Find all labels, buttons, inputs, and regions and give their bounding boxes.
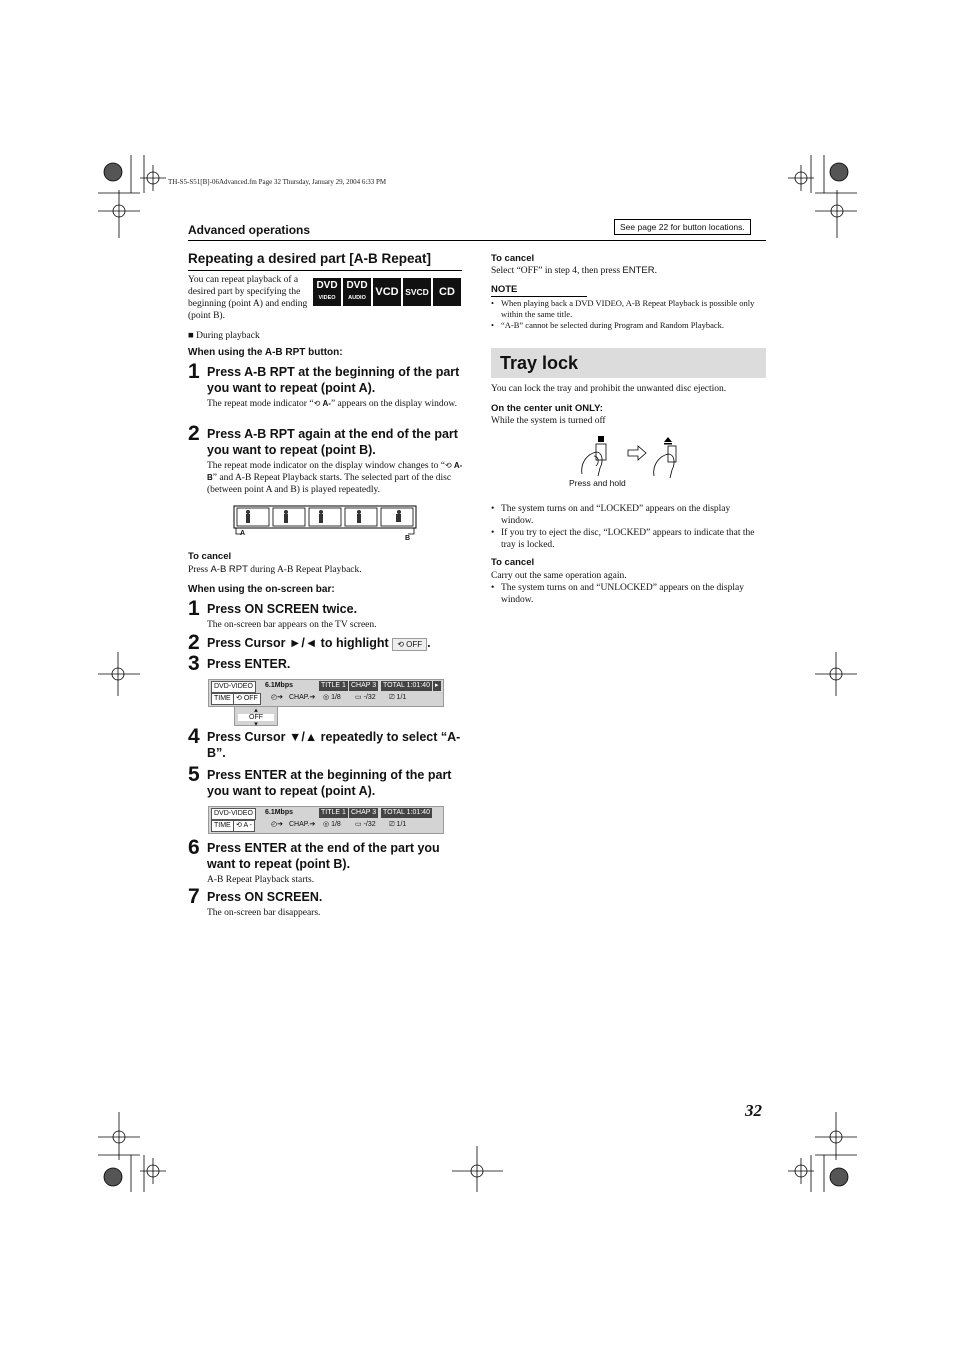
notes-list [491, 298, 766, 331]
osd-subtitle: ▭ -/32 [355, 694, 376, 701]
center-text: While the system is turned off [491, 416, 606, 426]
rpt-step-2: 2 Press A-B RPT again at the end of the part you want to repeat (point B). The repeat mode indicator on the display window changes to “⟲ A-B” and A-B Repeat Playback starts. The selected part of the disc (between point A and B) is played repeatedly. [188, 422, 463, 495]
section-header: Advanced operations [188, 223, 311, 237]
screen-step-4: 4 Press Cursor ▼/▲ repeatedly to select “A-B”. [188, 725, 461, 760]
onscreen-bar-1: DVD-VIDEO 6.1Mbps TITLE 1 CHAP 3 TOTAL 1:01:40 ▸ TIME ⟲ OFF ◴➔ CHAP.➔ ◎ 1/8 ▭ -/32 ⎚ 1/1 [208, 679, 444, 707]
osd-dropdown: ▴ OFF ▾ [234, 706, 278, 726]
cancel-heading: To cancel [491, 253, 535, 264]
cancel1-heading: To cancel [188, 551, 232, 562]
center-heading: On the center unit ONLY: [491, 403, 603, 414]
note-item: • “A-B” cannot be selected during Program and Random Playback. [491, 320, 766, 331]
rpt-heading: When using the A-B RPT button: [188, 347, 343, 358]
dvd-audio-icon: DVD AUDIO [343, 278, 371, 306]
note-heading: NOTE [491, 284, 518, 295]
tray-bullet: • If you try to eject the disc, “LOCKED” appears to indicate that the tray is locked. [491, 527, 763, 551]
filmstrip-illustration [232, 504, 418, 546]
during-playback [188, 330, 260, 342]
press-hold-illustration [568, 432, 688, 482]
note-item: • When playing back a DVD VIDEO, A-B Repeat Playback is possible only within the same title. [491, 298, 766, 320]
tray-lock-title: Tray lock [500, 353, 579, 373]
repeat-off-icon: ⟲ OFF [392, 638, 427, 651]
film-a-label: A [240, 530, 246, 537]
osd-rate: 6.1Mbps [265, 682, 294, 689]
tray-bullet: • The system turns on and “LOCKED” appears on the display window. [491, 503, 763, 527]
repeat-a-icon: ⟲ A- [313, 399, 331, 408]
osd-audio: ◎ 1/8 [323, 694, 341, 701]
osd-right-arrow-icon: ▸ [435, 682, 439, 689]
disc-icons [313, 278, 463, 306]
cancel2-block [491, 570, 763, 606]
osd-clock-icon: ◴➔ [271, 694, 283, 701]
osd-time: TIME [211, 693, 234, 705]
page-number: 32 [745, 1101, 762, 1120]
film-b-label: B [405, 535, 411, 542]
onscreen-bar-2: DVD-VIDEO 6.1Mbps TITLE 1 CHAP 3 TOTAL 1:01:40 TIME ⟲ A - ◴➔ CHAP.➔ ◎ 1/8 ▭ -/32 ⎚ 1/1 [208, 806, 444, 834]
rpt-step-1: 1 Press A-B RPT at the beginning of the part you want to repeat (point A). The repeat mode indicator “⟲ A-” appears on the display window. [188, 360, 460, 409]
cancel2-bullet: • The system turns on and “UNLOCKED” appears on the display window. [491, 582, 763, 606]
note-rule [491, 296, 587, 297]
osd-repeat: ⟲ OFF [233, 693, 261, 705]
tray-bullets [491, 503, 763, 551]
down-arrow-icon: ▾ [254, 721, 258, 728]
square-bullet-icon: ■ [188, 331, 194, 341]
svcd-icon: SVCD [403, 278, 431, 306]
during-playback-text: During playback [196, 331, 260, 341]
dvd-video-icon: DVD VIDEO [313, 278, 341, 306]
osd-angle: ⎚ 1/1 [389, 694, 407, 701]
screen-step-1: 1 Press ON SCREEN twice. The on-screen bar appears on the TV screen. [188, 597, 377, 630]
tray-lock-banner [491, 348, 766, 378]
screen-step-7: 7 Press ON SCREEN. The on-screen bar disappears. [188, 885, 323, 918]
press-hold-label: Press and hold [569, 478, 626, 488]
header-rule [188, 240, 766, 241]
screen-heading: When using the on-screen bar: [188, 584, 335, 595]
intro-text: You can repeat playback of a desired part by specifying the beginning (point A) and ending (point B). [188, 275, 308, 321]
screen-step-3: 3 Press ENTER. [188, 652, 291, 675]
screen-step-2: 2 Press Cursor ►/◄ to highlight ⟲ OFF . [188, 631, 431, 654]
vcd-icon: VCD [373, 278, 401, 306]
osd-clock-icon: ◴➔ [271, 821, 283, 828]
file-header: TH-S5-S51[B]-06Advanced.fm Page 32 Thursday, January 29, 2004 6:33 PM [168, 178, 387, 186]
osd-repeat-ab: ⟲ A - [233, 820, 255, 832]
repeat-ab-icon: ⟲ A-B [207, 461, 463, 482]
up-arrow-icon: ▴ [254, 707, 258, 714]
title-rule [188, 270, 462, 271]
screen-step-6: 6 Press ENTER at the end of the part you want to repeat (point B). A-B Repeat Playback starts. [188, 836, 440, 885]
cancel2-text: Carry out the same operation again. [491, 571, 627, 581]
osd-source: DVD-VIDEO [211, 681, 256, 693]
ab-repeat-title: Repeating a desired part [A-B Repeat] [188, 251, 432, 266]
cancel2-heading: To cancel [491, 557, 535, 568]
cancel-text: Select “OFF” in step 4, then press ENTER. [491, 265, 657, 276]
tray-intro: You can lock the tray and prohibit the unwanted disc ejection. [491, 384, 727, 394]
page-ref-box: See page 22 for button locations. [614, 219, 751, 235]
screen-step-5: 5 Press ENTER at the beginning of the part you want to repeat (point A). [188, 763, 452, 798]
cancel1-text: Press A-B RPT during A-B Repeat Playback. [188, 564, 362, 575]
cd-icon: CD [433, 278, 461, 306]
